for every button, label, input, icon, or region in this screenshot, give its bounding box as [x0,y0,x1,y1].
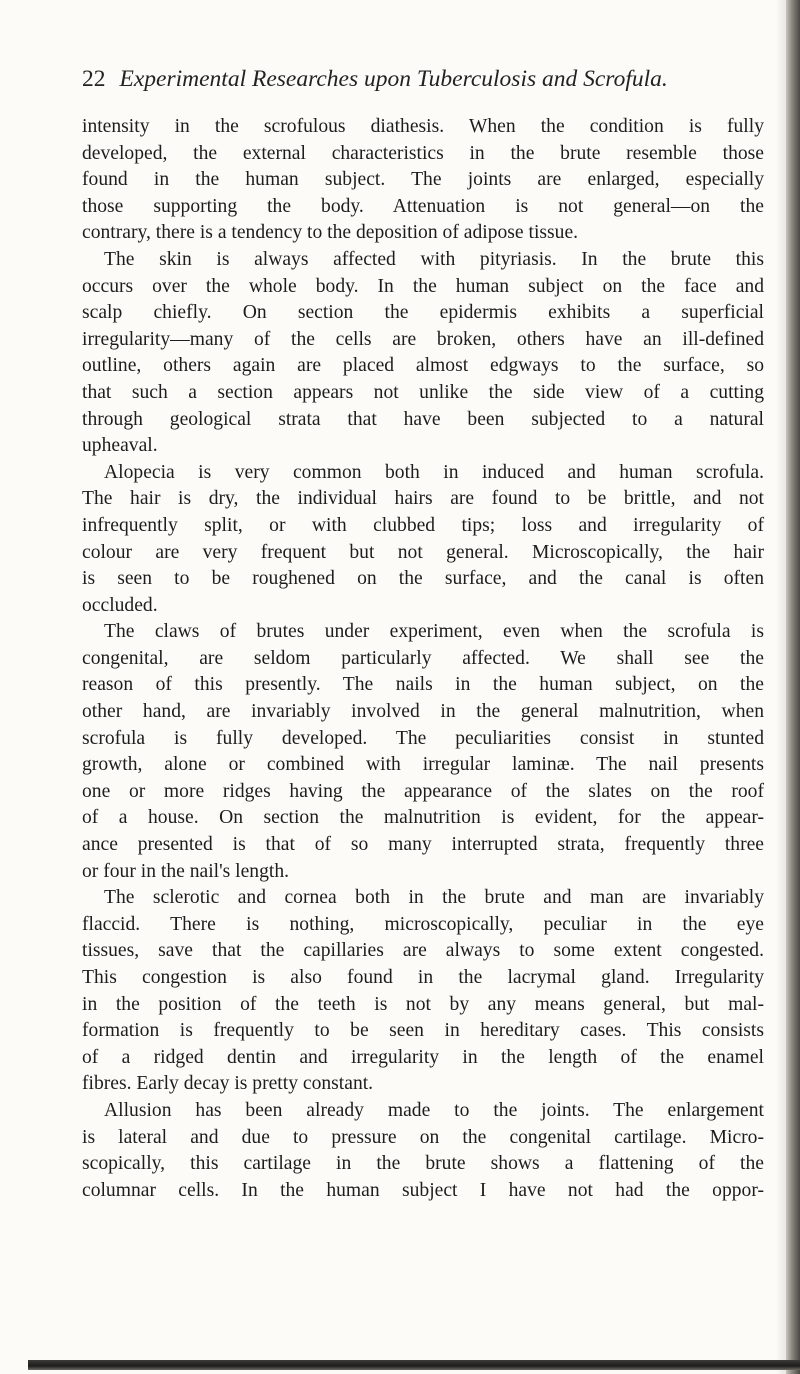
text-line: ance presented is that of so many interrupted strata, frequently three [82,834,764,856]
text-line: in the position of the teeth is not by any means general, but mal- [82,993,764,1015]
text-line: scrofula is fully developed. The peculiarities consist in stunted [82,727,764,749]
text-line: other hand, are invariably involved in the general malnutrition, when [82,701,764,723]
text-line: formation is frequently to be seen in hereditary cases. This consists [82,1020,764,1042]
text-line: Allusion has been already made to the joints. The enlargement [104,1099,764,1121]
text-line: outline, others again are placed almost edgways to the surface, so [82,355,764,377]
page-edge-shadow [776,0,786,1374]
text-line: congenital, are seldom particularly affected. We shall see the [82,647,764,669]
text-line: irregularity—many of the cells are broken, others have an ill-defined [82,328,764,350]
text-line: upheaval. [82,435,158,457]
text-line: scalp chiefly. On section the epidermis exhibits a superficial [82,302,764,324]
text-line: occluded. [82,594,158,616]
text-line: is lateral and due to pressure on the congenital cartilage. Micro- [82,1126,764,1148]
text-line: reason of this presently. The nails in the human subject, on the [82,674,764,696]
text-line: infrequently split, or with clubbed tips; loss and irregularity of [82,514,764,536]
bottom-rule [28,1360,800,1370]
text-line: occurs over the whole body. In the human subject on the face and [82,275,764,297]
text-line: of a ridged dentin and irregularity in the length of the enamel [82,1046,764,1068]
text-line: Alopecia is very common both in induced and human scrofula. [104,461,764,483]
text-line: The claws of brutes under experiment, even when the scrofula is [104,621,764,643]
text-line: The sclerotic and cornea both in the brute and man are invariably [104,887,764,909]
text-line: found in the human subject. The joints are enlarged, especially [82,169,764,191]
text-line: contrary, there is a tendency to the deposition of adipose tissue. [82,222,579,244]
text-line: intensity in the scrofulous diathesis. When the condition is fully [82,116,764,137]
running-head [82,66,762,93]
text-line: colour are very frequent but not general. Microscopically, the hair [82,541,764,563]
text-line: is seen to be roughened on the surface, and the canal is often [82,568,764,590]
text-line: that such a section appears not unlike the side view of a cutting [82,381,764,403]
text-line: through geological strata that have been subjected to a natural [82,408,764,430]
text-line: fibres. Early decay is pretty constant. [82,1073,374,1095]
text-line: of a house. On section the malnutrition is evident, for the appear- [82,807,764,829]
text-line: growth, alone or combined with irregular laminæ. The nail presents [82,754,764,776]
page-number: 22 [82,66,106,92]
text-line: one or more ridges having the appearance of the slates on the roof [82,780,764,802]
text-line: The skin is always affected with pityriasis. In the brute this [104,248,764,270]
text-line: those supporting the body. Attenuation is not general—on the [82,195,764,217]
text-line: or four in the nail's length. [82,860,290,882]
running-title: Experimental Researches upon Tuberculosis and Scrofula. [119,66,668,92]
text-line: This congestion is also found in the lacrymal gland. Irregularity [82,967,764,988]
body-text [82,114,764,1204]
text-line: scopically, this cartilage in the brute shows a flattening of the [82,1153,764,1175]
text-line: The hair is dry, the individual hairs are found to be brittle, and not [82,488,764,510]
text-line: developed, the external characteristics in the brute resemble those [82,142,764,164]
page-binding-edge [786,0,800,1374]
text-line: tissues, save that the capillaries are always to some extent congested. [82,940,764,962]
text-line: flaccid. There is nothing, microscopically, peculiar in the eye [82,913,764,935]
text-line: columnar cells. In the human subject I have not had the oppor- [82,1179,764,1201]
